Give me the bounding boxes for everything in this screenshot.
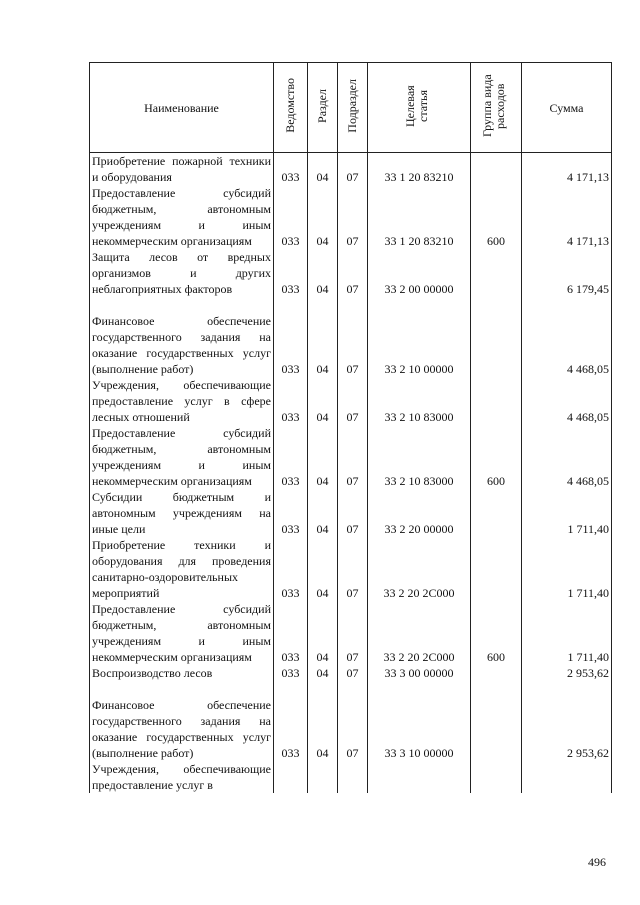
cell-target: 33 2 10 00000 — [368, 297, 471, 377]
cell-dept: 033 — [274, 297, 308, 377]
cell-group — [471, 761, 522, 793]
cell-sum: 1 711,40 — [522, 489, 612, 537]
cell-target: 33 2 00 00000 — [368, 249, 471, 297]
cell-subsection: 07 — [338, 249, 368, 297]
cell-sum: 2 953,62 — [522, 681, 612, 761]
header-target-label: Целевая статья — [403, 84, 430, 127]
cell-name: Приобретение техники и оборудования для проведения санитарно-оздоровительных мероприятий — [90, 537, 274, 601]
cell-group — [471, 377, 522, 425]
cell-group — [471, 249, 522, 297]
cell-section: 04 — [308, 681, 338, 761]
cell-dept: 033 — [274, 489, 308, 537]
table-row — [90, 601, 612, 665]
cell-name: Предоставление субсидий бюджетным, автономным учреждениям и иным некоммерческим организациям — [90, 185, 274, 249]
header-subsection-label: Подраздел — [345, 78, 359, 133]
table-row — [90, 489, 612, 537]
cell-subsection: 07 — [338, 153, 368, 186]
table-row — [90, 425, 612, 489]
cell-target — [368, 761, 471, 793]
cell-target: 33 1 20 83210 — [368, 153, 471, 186]
cell-section: 04 — [308, 601, 338, 665]
cell-dept: 033 — [274, 377, 308, 425]
cell-sum — [522, 761, 612, 793]
header-name: Наименование — [90, 63, 274, 153]
cell-group — [471, 665, 522, 681]
table-row — [90, 761, 612, 793]
cell-name: Учреждения, обеспечивающие предоставление услуг в — [90, 761, 274, 793]
cell-group — [471, 681, 522, 761]
budget-table — [89, 62, 612, 793]
cell-name: Финансовое обеспечение государственного задания на оказание государственных услуг (выполнение работ) — [90, 297, 274, 377]
cell-group: 600 — [471, 185, 522, 249]
header-sum: Сумма — [522, 63, 612, 153]
table-header-row — [90, 63, 612, 153]
cell-sum: 4 468,05 — [522, 425, 612, 489]
cell-sum: 1 711,40 — [522, 537, 612, 601]
header-section-label: Раздел — [315, 88, 329, 123]
cell-sum: 2 953,62 — [522, 665, 612, 681]
header-dept-label: Ведомство — [283, 78, 297, 133]
cell-target: 33 2 20 00000 — [368, 489, 471, 537]
cell-target: 33 3 00 00000 — [368, 665, 471, 681]
cell-subsection: 07 — [338, 601, 368, 665]
cell-section: 04 — [308, 153, 338, 186]
cell-sum: 6 179,45 — [522, 249, 612, 297]
cell-section: 04 — [308, 185, 338, 249]
cell-sum: 4 468,05 — [522, 377, 612, 425]
cell-subsection: 07 — [338, 185, 368, 249]
page-number: 496 — [588, 855, 606, 869]
cell-subsection: 07 — [338, 537, 368, 601]
header-target — [368, 63, 471, 153]
cell-dept: 033 — [274, 681, 308, 761]
cell-dept — [274, 761, 308, 793]
cell-section: 04 — [308, 537, 338, 601]
cell-name: Субсидии бюджетным и автономным учреждениям на иные цели — [90, 489, 274, 537]
cell-dept: 033 — [274, 665, 308, 681]
cell-section: 04 — [308, 297, 338, 377]
cell-group — [471, 297, 522, 377]
cell-dept: 033 — [274, 601, 308, 665]
table-row — [90, 377, 612, 425]
table-row — [90, 297, 612, 377]
cell-group: 600 — [471, 601, 522, 665]
table-body — [90, 153, 612, 794]
cell-name: Предоставление субсидий бюджетным, автономным учреждениям и иным некоммерческим организациям — [90, 425, 274, 489]
cell-group: 600 — [471, 425, 522, 489]
cell-subsection: 07 — [338, 681, 368, 761]
cell-name: Приобретение пожарной техники и оборудования — [90, 153, 274, 186]
cell-name: Финансовое обеспечение государственного задания на оказание государственных услуг (выполнение работ) — [90, 681, 274, 761]
cell-section: 04 — [308, 425, 338, 489]
header-dept — [274, 63, 308, 153]
cell-section: 04 — [308, 249, 338, 297]
cell-target: 33 2 10 83000 — [368, 425, 471, 489]
cell-target: 33 2 20 2C000 — [368, 601, 471, 665]
cell-group — [471, 489, 522, 537]
cell-name: Воспроизводство лесов — [90, 665, 274, 681]
cell-section — [308, 761, 338, 793]
cell-sum: 4 171,13 — [522, 153, 612, 186]
header-group-label: Группа вида расходов — [480, 74, 507, 137]
cell-sum: 4 171,13 — [522, 185, 612, 249]
table-row — [90, 249, 612, 297]
table-row — [90, 665, 612, 681]
cell-section: 04 — [308, 377, 338, 425]
cell-name: Учреждения, обеспечивающие предоставление услуг в сфере лесных отношений — [90, 377, 274, 425]
cell-sum: 1 711,40 — [522, 601, 612, 665]
cell-dept: 033 — [274, 153, 308, 186]
cell-section: 04 — [308, 489, 338, 537]
cell-subsection: 07 — [338, 297, 368, 377]
cell-sum: 4 468,05 — [522, 297, 612, 377]
cell-dept: 033 — [274, 185, 308, 249]
table-row — [90, 185, 612, 249]
cell-subsection: 07 — [338, 425, 368, 489]
cell-subsection: 07 — [338, 377, 368, 425]
cell-section: 04 — [308, 665, 338, 681]
cell-dept: 033 — [274, 249, 308, 297]
table-row — [90, 681, 612, 761]
header-subsection — [338, 63, 368, 153]
cell-dept: 033 — [274, 537, 308, 601]
cell-group — [471, 153, 522, 186]
cell-target: 33 2 10 83000 — [368, 377, 471, 425]
cell-subsection — [338, 761, 368, 793]
cell-name: Защита лесов от вредных организмов и других неблагоприятных факторов — [90, 249, 274, 297]
cell-dept: 033 — [274, 425, 308, 489]
cell-subsection: 07 — [338, 489, 368, 537]
table-row — [90, 537, 612, 601]
cell-name: Предоставление субсидий бюджетным, автономным учреждениям и иным некоммерческим организациям — [90, 601, 274, 665]
cell-target: 33 2 20 2C000 — [368, 537, 471, 601]
cell-target: 33 3 10 00000 — [368, 681, 471, 761]
header-group — [471, 63, 522, 153]
header-section — [308, 63, 338, 153]
cell-subsection: 07 — [338, 665, 368, 681]
cell-group — [471, 537, 522, 601]
table-row — [90, 153, 612, 186]
cell-target: 33 1 20 83210 — [368, 185, 471, 249]
